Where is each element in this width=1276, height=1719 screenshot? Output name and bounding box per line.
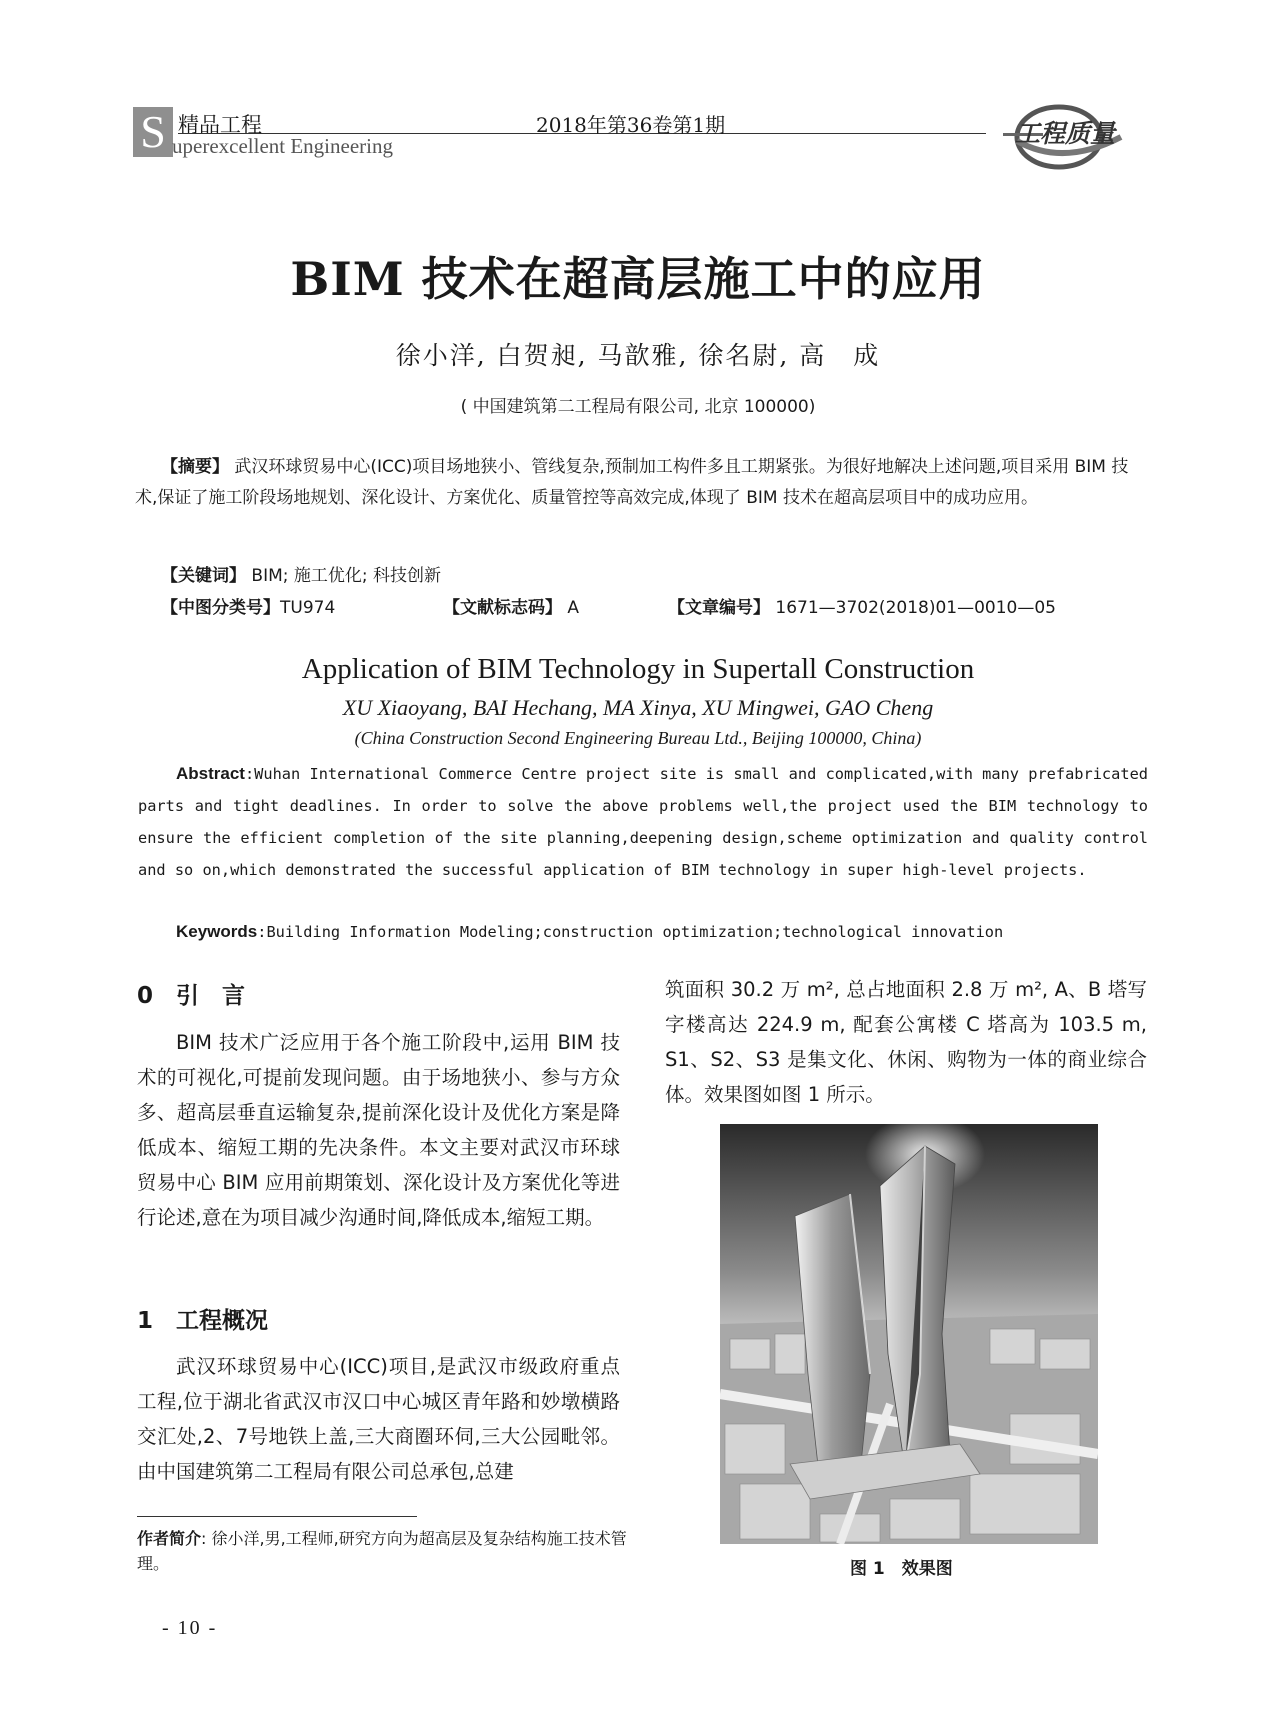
figure-caption: 图 1 效果图 (850, 1559, 953, 1579)
keywords-text: BIM; 施工优化; 科技创新 (251, 566, 442, 586)
footnote-text: : 徐小洋,男,工程师,研究方向为超高层及复杂结构施工技术管理。 (137, 1529, 627, 1573)
abstract-label: 【摘要】 (161, 457, 229, 477)
abstract-cn (135, 452, 1148, 514)
english-keywords-label: Keywords (176, 922, 258, 941)
english-affiliation: (China Construction Second Engineering Bureau Ltd., Beijing 100000, China) (354, 728, 922, 748)
doc-code-value: A (567, 598, 580, 618)
article-no-field (668, 593, 1056, 618)
header-section-cn: 精品工程 (178, 113, 262, 137)
header-issue: 2018年第36卷第1期 (536, 113, 726, 137)
article-affiliation: ( 中国建筑第二工程局有限公司, 北京 100000) (460, 397, 816, 417)
section-1-title: 1 工程概况 (137, 1308, 269, 1334)
keywords-cn (135, 561, 1174, 592)
english-authors: XU Xiaoyang, BAI Hechang, MA Xinya, XU Mingwei, GAO Cheng (342, 695, 934, 720)
section-0-title: 0 引 言 (137, 983, 246, 1009)
article-title: BIM 技术在超高层施工中的应用 (290, 252, 986, 306)
clc-value: TU974 (280, 598, 336, 618)
doc-code-label: 【文献标志码】 (443, 598, 562, 618)
clc-field (161, 593, 335, 618)
page-number: - 10 - (162, 1617, 218, 1639)
footnote-rule (137, 1516, 417, 1517)
header-section-en: uperexcellent Engineering (172, 134, 393, 158)
english-keywords (138, 916, 1186, 948)
keywords-label: 【关键词】 (161, 566, 246, 586)
rendering-image (720, 1124, 1098, 1544)
section-0-text: BIM 技术广泛应用于各个施工阶段中,运用 BIM 技术的可视化,可提前发现问题。由于场地狭小、参与方众多、超高层垂直运输复杂,提前深化设计及优化方案是降低成本、缩短工期的先决条件。本文主要对武汉市环球贸易中心 BIM 应用前期策划、深化设计及方案优化等进行论述,意在为项目减少沟通时间,降低成本,缩短工期。 (137, 1031, 620, 1229)
english-abstract-text: :Wuhan International Commerce Centre project site is small and complicated,with many prefabricated parts and tight deadlines. In order to solve the above problems well,the project used the BIM technology to ensure the efficient completion of the site planning,deepening design,scheme optimization and quality control and so on,which demonstrated the successful application of BIM technology in super high-level projects. (138, 765, 1148, 879)
journal-logo-text: 工程质量 (1014, 119, 1116, 148)
abstract-text: 武汉环球贸易中心(ICC)项目场地狭小、管线复杂,预制加工构件多且工期紧张。为很好地解决上述问题,项目采用 BIM 技术,保证了施工阶段场地规划、深化设计、方案优化、质量管控等高效完成,体现了 BIM 技术在超高层项目中的成功应用。 (135, 457, 1129, 508)
footnote (137, 1526, 627, 1576)
english-keywords-text: :Building Information Modeling;construction optimization;technological innovation (257, 923, 1004, 941)
right-column-text: 筑面积 30.2 万 m², 总占地面积 2.8 万 m², A、B 塔写字楼高达 224.9 m, 配套公寓楼 C 塔高为 103.5 m, S1、S2、S3 是集文化、休闲、购物为一体的商业综合体。效果图如图 1 所示。 (665, 978, 1147, 1106)
doc-code-field (443, 593, 579, 618)
article-no-label: 【文章编号】 (668, 598, 770, 618)
clc-label: 【中图分类号】 (161, 598, 280, 618)
footnote-label: 作者简介 (137, 1529, 202, 1548)
english-abstract (138, 758, 1148, 886)
journal-logo (1003, 97, 1148, 172)
english-abstract-label: Abstract (176, 764, 245, 783)
english-title: Application of BIM Technology in Supertall Construction (301, 653, 975, 685)
article-authors: 徐小洋, 白贺昶, 马歆雅, 徐名尉, 高 成 (395, 341, 881, 370)
header-logo-letter: S (133, 107, 173, 157)
section-1-text: 武汉环球贸易中心(ICC)项目,是武汉市级政府重点工程,位于湖北省武汉市汉口中心城区青年路和妙墩横路交汇处,2、7号地铁上盖,三大商圈环伺,三大公园毗邻。由中国建筑第二工程局有限公司总承包,总建 (137, 1355, 620, 1483)
article-no-value: 1671—3702(2018)01—0010—05 (775, 598, 1056, 618)
